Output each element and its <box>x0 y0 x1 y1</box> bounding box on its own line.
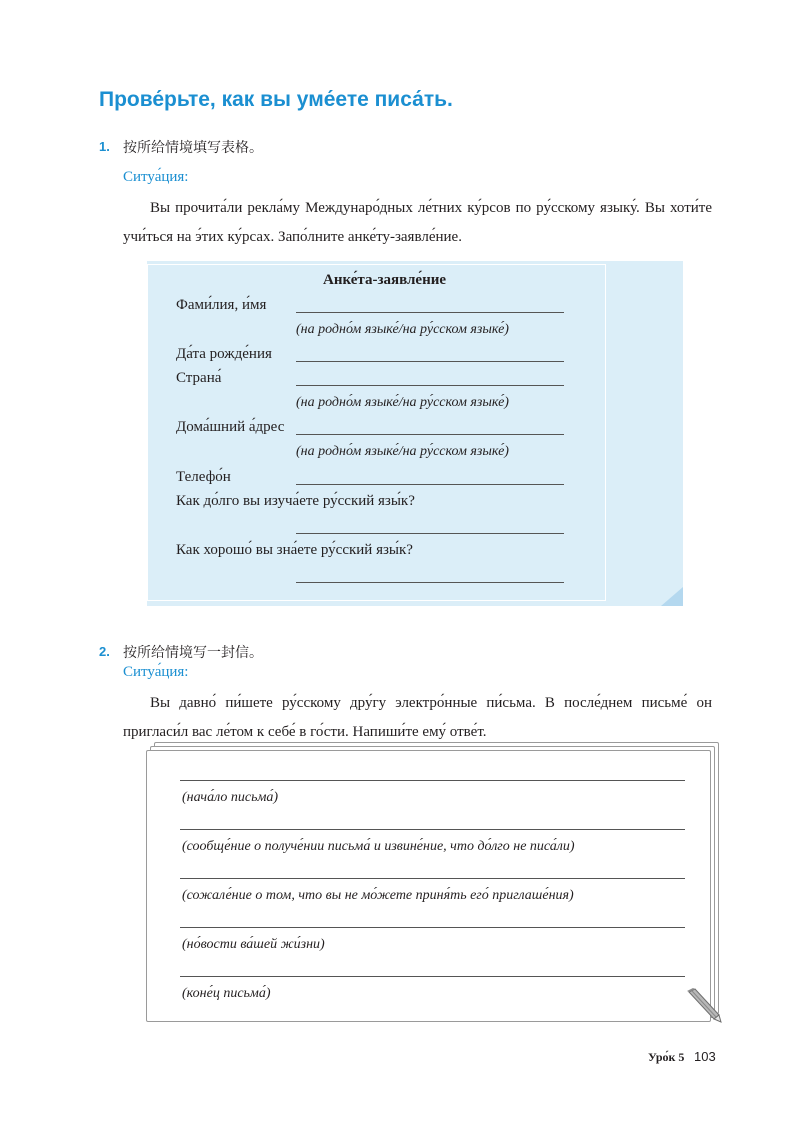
letter-line-2[interactable] <box>180 829 685 830</box>
letter-line-1[interactable] <box>180 780 685 781</box>
address-field[interactable] <box>296 434 564 435</box>
task-1-title: 按所给情境填写表格。 <box>123 140 263 156</box>
birthdate-field[interactable] <box>296 361 564 362</box>
proficiency-question: Как хорошо́ вы зна́ете ру́сский язы́к? <box>176 542 413 558</box>
proficiency-field[interactable] <box>296 582 564 583</box>
task-2-number: 2. <box>99 644 110 659</box>
letter-line-5[interactable] <box>180 976 685 977</box>
letter-hint-closing: (коне́ц письма́) <box>182 986 271 1001</box>
task-2-text: Вы давно́ пи́шете ру́сскому дру́гу электро́нные пи́сьма. В после́днем письме́ он пригласи́л вас ле́том к себе́ в го́сти. Напиши́те ему́ отве́т. <box>123 695 712 740</box>
country-hint: (на родно́м языке́/на ру́сском языке́) <box>296 395 509 410</box>
page-fold-corner <box>661 587 683 606</box>
country-field[interactable] <box>296 385 564 386</box>
address-label: Дома́шний а́дрес <box>176 419 285 435</box>
task-1-number: 1. <box>99 139 110 154</box>
task-2-title: 按所给情境写一封信。 <box>123 645 263 661</box>
task-1-situation-label: Ситуа́ция: <box>123 169 189 185</box>
surname-field[interactable] <box>296 312 564 313</box>
page-heading: Прове́рьте, как вы уме́ете писа́ть. <box>99 88 453 111</box>
task-1-text: Вы прочита́ли рекла́му Междунаро́дных ле́тних ку́рсов по ру́сскому языку́. Вы хоти́те учи́ться на э́тих ку́рсах. Запо́лните анке́ту-заявле́ние. <box>123 200 712 245</box>
study-duration-field[interactable] <box>296 533 564 534</box>
phone-label: Телефо́н <box>176 469 231 485</box>
country-label: Страна́ <box>176 370 222 386</box>
lesson-label: Уро́к 5 <box>648 1050 685 1064</box>
surname-label: Фами́лия, и́мя <box>176 297 267 313</box>
letter-hint-news: (но́вости ва́шей жи́зни) <box>182 937 325 952</box>
letter-hint-opening: (нача́ло письма́) <box>182 790 279 805</box>
address-hint: (на родно́м языке́/на ру́сском языке́) <box>296 444 509 459</box>
letter-line-3[interactable] <box>180 878 685 879</box>
letter-line-4[interactable] <box>180 927 685 928</box>
birthdate-label: Да́та рожде́ния <box>176 346 272 362</box>
letter-hint-apology: (сообще́ние о получе́нии письма́ и извине́ние, что до́лго не писа́ли) <box>182 839 575 854</box>
form-title: Анке́та-заявле́ние <box>323 272 447 288</box>
task-2-situation-label: Ситуа́ция: <box>123 664 189 680</box>
surname-hint: (на родно́м языке́/на ру́сском языке́) <box>296 322 509 337</box>
phone-field[interactable] <box>296 484 564 485</box>
letter-hint-regret: (сожале́ние о том, что вы не мо́жете приня́ть его́ приглаше́ния) <box>182 888 574 903</box>
pencil-icon <box>686 988 724 1024</box>
page-number: 103 <box>694 1049 716 1064</box>
study-duration-question: Как до́лго вы изуча́ете ру́сский язы́к? <box>176 493 415 509</box>
